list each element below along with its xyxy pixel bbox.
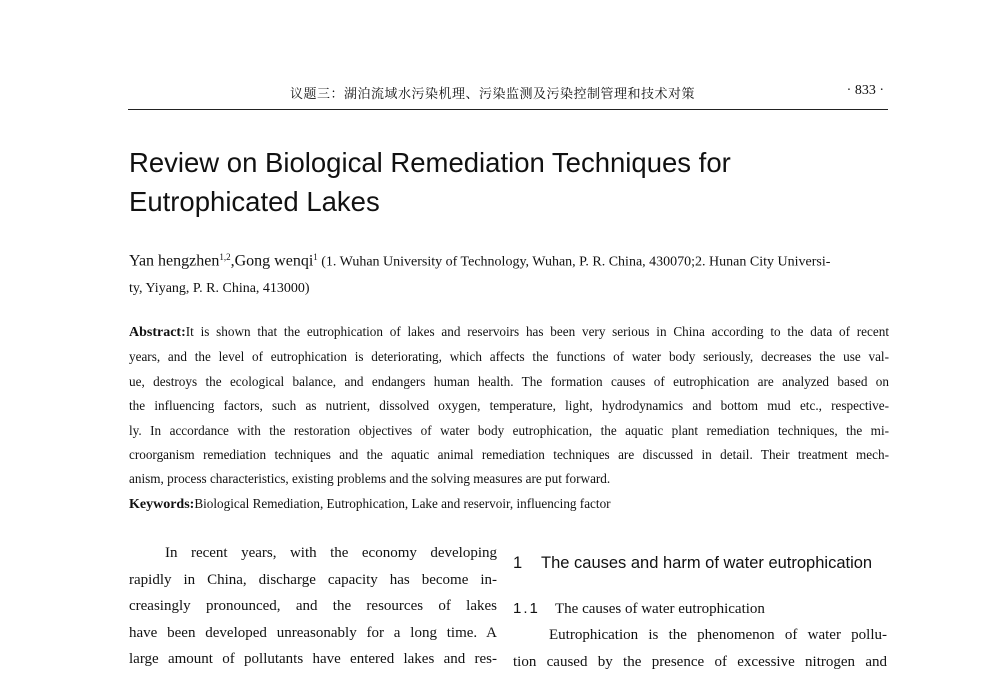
body-left-column (129, 540, 497, 673)
page-number: · 833 · (846, 83, 884, 98)
subsection-title: The causes of water eutrophication (555, 601, 765, 617)
abstract-line: anism, process characteristics, existing problems and the solving measures are put forward. (129, 471, 611, 487)
body-line: Eutrophication is the phenomenon of water pollu- (549, 627, 887, 643)
title-line: Eutrophicated Lakes (129, 186, 380, 217)
authors-block (129, 244, 889, 302)
header-rule (128, 109, 888, 110)
body-right-column (513, 552, 887, 675)
abstract-line: years, and the level of eutrophication is deteriorating, which affects the functions of water body seriously, decreases the use val- (129, 349, 889, 365)
body-line: tion caused by the presence of excessive nitrogen and (513, 653, 887, 670)
running-head-title: 议题三：湖泊流域水污染机理、污染监测及污染控制管理和技术对策 (290, 87, 696, 102)
abstract-label: Abstract (129, 325, 182, 340)
keywords-label: Keywords (129, 496, 190, 512)
title-line: Review on Biological Remediation Techniques for (129, 147, 731, 178)
running-head (128, 83, 888, 105)
author-affiliation-mark: 1 (313, 252, 318, 262)
abstract-block (129, 320, 889, 517)
body-line: rapidly in China, discharge capacity has become in- (129, 571, 497, 588)
affiliation-line: ty, Yiyang, P. R. China, 413000) (129, 280, 310, 296)
body-line: creasingly pronounced, and the resources of lakes (129, 598, 497, 614)
subsection-number: 1.1 (513, 600, 540, 617)
keywords-text: Biological Remediation, Eutrophication, Lake and reservoir, influencing factor (194, 495, 611, 511)
authors-line: Yan hengzhen$^{1,2}$,Gong wenqi$^1$ (1. Wuhan University of Technology, Wuhan, P. R. China, 430070;2. Hunan City Universi- (129, 252, 831, 270)
author-name: Yan hengzhen (129, 252, 220, 270)
author-affiliation-mark: 1,2 (219, 252, 231, 262)
section-title: The causes and harm of water eutrophication (541, 554, 873, 572)
abstract-line: ly. In accordance with the restoration objectives of water body eutrophication, the aquatic plant remediation techniques, the mi- (129, 422, 889, 438)
abstract-line: croorganism remediation techniques and the aquatic animal remediation techniques are discussed in detail. Their treatment mech- (129, 447, 889, 463)
author-name: Gong wenqi (234, 252, 314, 270)
abstract-line: Abstract:It is shown that the eutrophication of lakes and reservoirs has been very serious in China according to the data of recent (129, 324, 889, 340)
body-line: large amount of pollutants have entered lakes and res- (129, 651, 497, 667)
keywords-line: Keywords:Biological Remediation, Eutrophication, Lake and reservoir, influencing factor (129, 495, 611, 512)
section-heading (513, 552, 887, 574)
affiliation: (1. Wuhan University of Technology, Wuhan, P. R. China, 430070;2. Hunan City Universi- (321, 254, 831, 270)
body-line: have been developed unreasonably for a long time. A (129, 624, 497, 641)
abstract-line: ue, destroys the ecological balance, and endangers human health. The formation causes of eutrophication are analyzed based on (129, 373, 889, 389)
body-line: In recent years, with the economy developing (165, 545, 497, 561)
section-number: 1 (513, 554, 523, 572)
subsection-heading (513, 596, 887, 622)
abstract-line: the influencing factors, such as nutrient, dissolved oxygen, temperature, light, hydrodynamics and bottom mud etc., respective- (129, 398, 889, 414)
paper-title (129, 143, 829, 221)
section-body (513, 622, 887, 675)
